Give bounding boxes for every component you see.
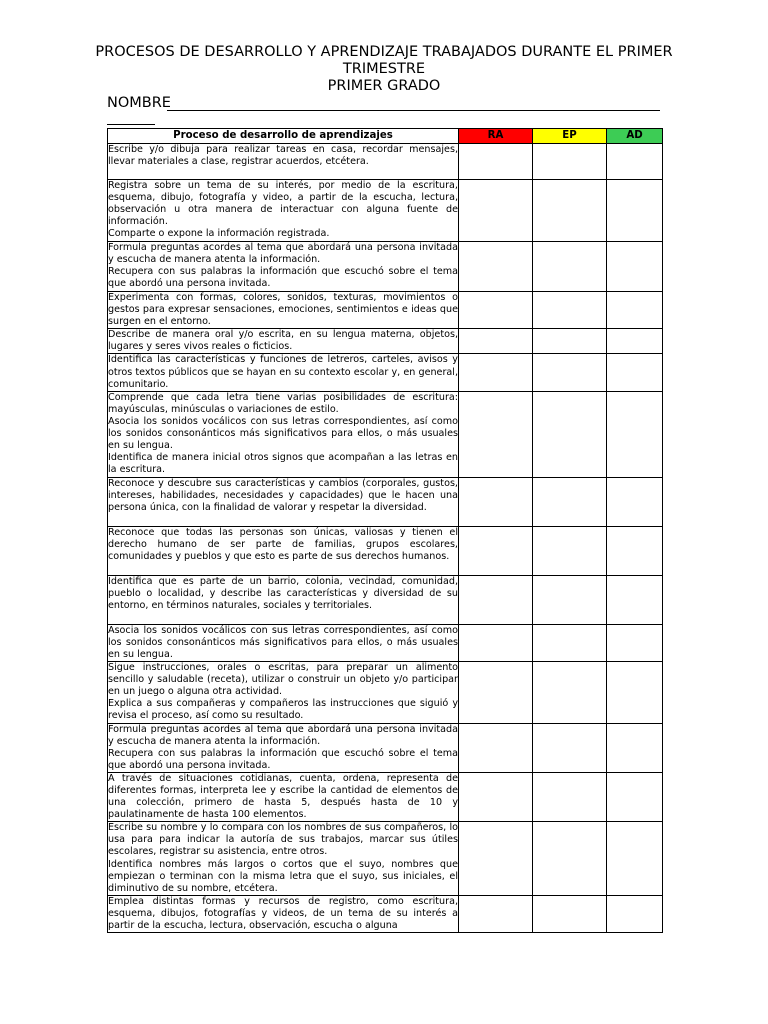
document-title <box>90 44 678 95</box>
assessment-cell-ad[interactable] <box>607 144 663 180</box>
assessment-cell-ad[interactable] <box>607 772 663 821</box>
assessment-cell-ad[interactable] <box>607 895 663 932</box>
assessment-cell-ep[interactable] <box>533 180 607 242</box>
assessment-cell-ep[interactable] <box>533 575 607 624</box>
table-header-row <box>108 129 663 144</box>
assessment-cell-ra[interactable] <box>459 144 533 180</box>
process-description-text: Reconoce que todas las personas son únicas, valiosas y tienen el derecho humano de ser parte de familias, grupos escolares, comunidades y pueblos y que esto es parte de sus derechos humanos. <box>108 526 458 562</box>
column-header-process: Proceso de desarrollo de aprendizajes <box>108 129 459 144</box>
name-underline[interactable] <box>167 110 660 111</box>
table-row <box>108 354 663 391</box>
assessment-cell-ra[interactable] <box>459 723 533 772</box>
process-description-cell <box>108 575 459 624</box>
table-row <box>108 242 663 292</box>
table-row <box>108 477 663 526</box>
table-row <box>108 329 663 354</box>
process-description-cell <box>108 354 459 391</box>
column-header-ad: AD <box>607 129 663 144</box>
assessment-cell-ep[interactable] <box>533 723 607 772</box>
assessment-cell-ep[interactable] <box>533 822 607 896</box>
process-description-cell <box>108 180 459 242</box>
assessment-cell-ep[interactable] <box>533 144 607 180</box>
process-description-text: Formula preguntas acordes al tema que abordará una persona invitada y escucha de manera atenta la información. <box>108 723 458 747</box>
assessment-cell-ep[interactable] <box>533 391 607 477</box>
process-description-cell <box>108 895 459 932</box>
assessment-cell-ep[interactable] <box>533 662 607 723</box>
assessment-cell-ad[interactable] <box>607 329 663 354</box>
assessment-cell-ad[interactable] <box>607 723 663 772</box>
assessment-cell-ad[interactable] <box>607 292 663 329</box>
table-row <box>108 575 663 624</box>
assessment-cell-ra[interactable] <box>459 354 533 391</box>
assessment-cell-ad[interactable] <box>607 575 663 624</box>
name-field <box>107 94 660 112</box>
table-row <box>108 662 663 723</box>
table-row <box>108 822 663 896</box>
assessment-cell-ad[interactable] <box>607 477 663 526</box>
process-description-cell <box>108 662 459 723</box>
process-description-text: Escribe y/o dibuja para realizar tareas en casa, recordar mensajes, llevar materiales a clase, registrar acuerdos, etcétera. <box>108 144 458 168</box>
table-row <box>108 624 663 661</box>
table-row <box>108 391 663 477</box>
assessment-cell-ep[interactable] <box>533 895 607 932</box>
process-description-text: Describe de manera oral y/o escrita, en su lengua materna, objetos, lugares y seres vivos reales o ficticios. <box>108 329 458 353</box>
title-line-2: TRIMESTRE <box>342 61 426 77</box>
assessment-cell-ad[interactable] <box>607 624 663 661</box>
table-body <box>108 144 663 933</box>
process-description-cell <box>108 242 459 292</box>
process-description-text: Sigue instrucciones, orales o escritas, para preparar un alimento sencillo y saludable (receta), utilizar o construir un objeto y/o participar en un juego o alguna otra actividad. <box>108 662 458 698</box>
process-description-text: Experimenta con formas, colores, sonidos, texturas, movimientos o gestos para expresar sensaciones, emociones, sentimientos e ideas que surgen en el entorno. <box>108 292 458 328</box>
assessment-cell-ra[interactable] <box>459 662 533 723</box>
process-description-text: A través de situaciones cotidianas, cuenta, ordena, representa de diferentes formas, interpreta lee y escribe la cantidad de elementos de una colección, primero de hasta 5, después hasta de 10 y paulatinamente de hasta 100 elementos. <box>108 772 458 821</box>
process-description-text: Identifica de manera inicial otros signos que acompañan a las letras en la escritura. <box>108 452 458 476</box>
process-description-cell <box>108 526 459 575</box>
assessment-cell-ep[interactable] <box>533 292 607 329</box>
assessment-cell-ep[interactable] <box>533 477 607 526</box>
assessment-cell-ra[interactable] <box>459 895 533 932</box>
assessment-cell-ep[interactable] <box>533 624 607 661</box>
assessment-cell-ad[interactable] <box>607 526 663 575</box>
learning-process-table <box>107 128 663 933</box>
name-label: NOMBRE <box>107 95 171 111</box>
assessment-cell-ra[interactable] <box>459 575 533 624</box>
assessment-cell-ra[interactable] <box>459 822 533 896</box>
assessment-cell-ra[interactable] <box>459 391 533 477</box>
table-row <box>108 772 663 821</box>
assessment-cell-ra[interactable] <box>459 292 533 329</box>
assessment-cell-ad[interactable] <box>607 242 663 292</box>
process-description-text: Asocia los sonidos vocálicos con sus letras correspondientes, así como los sonidos consonánticos más significativos para ellos, o más usuales en su lengua. <box>108 415 458 452</box>
process-description-text: Identifica que es parte de un barrio, colonia, vecindad, comunidad, pueblo o localidad, y describe las características y diversidad de su entorno, en términos naturales, sociales y territoriales. <box>108 575 458 611</box>
assessment-cell-ad[interactable] <box>607 662 663 723</box>
assessment-cell-ep[interactable] <box>533 354 607 391</box>
assessment-cell-ad[interactable] <box>607 391 663 477</box>
process-description-cell <box>108 144 459 180</box>
title-line-1: PROCESOS DE DESARROLLO Y APRENDIZAJE TRABAJADOS DURANTE EL PRIMER <box>95 44 673 60</box>
assessment-cell-ep[interactable] <box>533 329 607 354</box>
process-description-cell <box>108 391 459 477</box>
process-description-text: Asocia los sonidos vocálicos con sus letras correspondientes, así como los sonidos consonánticos más significativos para ellos, o más usuales en su lengua. <box>108 624 458 660</box>
process-description-text: Reconoce y descubre sus características y cambios (corporales, gustos, intereses, habilidades, necesidades y capacidades) que le hacen una persona única, con la finalidad de valorar y respetar la diversidad. <box>108 477 458 513</box>
assessment-cell-ra[interactable] <box>459 477 533 526</box>
table-row <box>108 723 663 772</box>
process-description-cell <box>108 624 459 661</box>
process-description-text: Comprende que cada letra tiene varias posibilidades de escritura: mayúsculas, minúsculas o variaciones de estilo. <box>108 391 458 415</box>
process-description-text: Recupera con sus palabras la información que escuchó sobre el tema que abordó una persona invitada. <box>108 266 458 290</box>
column-header-ep: EP <box>533 129 607 144</box>
assessment-cell-ra[interactable] <box>459 526 533 575</box>
assessment-cell-ep[interactable] <box>533 526 607 575</box>
process-description-cell <box>108 723 459 772</box>
process-description-cell <box>108 292 459 329</box>
grade-subtitle: PRIMER GRADO <box>327 78 441 94</box>
assessment-cell-ra[interactable] <box>459 624 533 661</box>
process-description-text: Identifica nombres más largos o cortos que el suyo, nombres que empiezan o terminan con la misma letra que el suyo, sus iniciales, el diminutivo de su nombre, etcétera. <box>108 858 458 894</box>
process-description-text: Recupera con sus palabras la información que escuchó sobre el tema que abordó una persona invitada. <box>108 747 458 771</box>
assessment-cell-ep[interactable] <box>533 772 607 821</box>
column-header-ra: RA <box>459 129 533 144</box>
assessment-cell-ra[interactable] <box>459 772 533 821</box>
process-description-text: Comparte o expone la información registrada. <box>108 228 330 240</box>
table-row <box>108 144 663 180</box>
table-row <box>108 180 663 242</box>
process-description-text: Formula preguntas acordes al tema que abordará una persona invitada y escucha de manera atenta la información. <box>108 242 458 266</box>
process-description-text: Explica a sus compañeras y compañeros las instrucciones que siguió y revisa el proceso, así como su resultado. <box>108 698 458 722</box>
process-description-cell <box>108 477 459 526</box>
assessment-cell-ad[interactable] <box>607 354 663 391</box>
assessment-cell-ep[interactable] <box>533 242 607 292</box>
assessment-cell-ra[interactable] <box>459 329 533 354</box>
process-description-text: Emplea distintas formas y recursos de registro, como escritura, esquema, dibujos, fotografías y videos, de un tema de su interés a partir de la escucha, lectura, observación, escucha o alguna <box>108 895 458 931</box>
table-row <box>108 526 663 575</box>
process-description-text: Identifica las características y funciones de letreros, carteles, avisos y otros textos públicos que se hayan en su contexto escolar y, en general, comunitario. <box>108 354 458 390</box>
assessment-cell-ra[interactable] <box>459 180 533 242</box>
table-row <box>108 292 663 329</box>
process-description-cell <box>108 822 459 896</box>
assessment-cell-ad[interactable] <box>607 180 663 242</box>
process-description-cell <box>108 772 459 821</box>
process-description-cell <box>108 329 459 354</box>
assessment-cell-ra[interactable] <box>459 242 533 292</box>
process-description-text: Registra sobre un tema de su interés, por medio de la escritura, esquema, dibujo, fotografía y video, a partir de la escucha, lectura, observación u otra manera de interactuar con alguna fuente de información. <box>108 180 458 228</box>
assessment-cell-ad[interactable] <box>607 822 663 896</box>
table-row <box>108 895 663 932</box>
process-description-text: Escribe su nombre y lo compara con los nombres de sus compañeros, lo usa para para indicar la autoría de sus trabajos, marcar sus útiles escolares, registrar su asistencia, entre otros. <box>108 822 458 858</box>
name-underline-continuation <box>107 124 155 125</box>
